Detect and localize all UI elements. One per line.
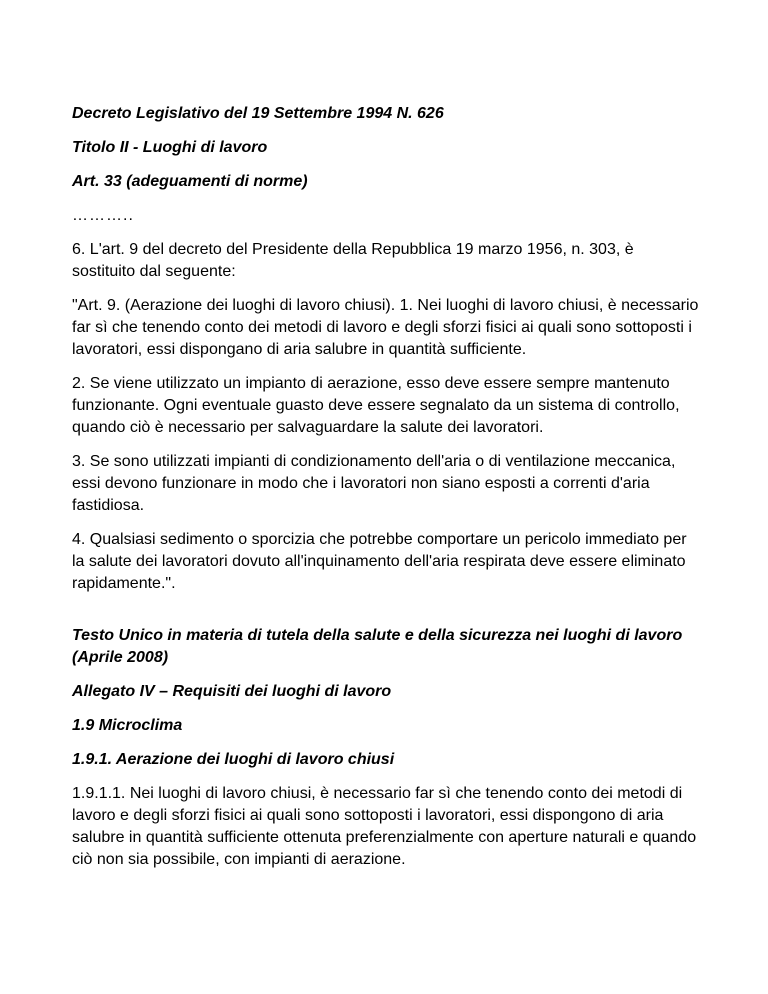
doc-heading-titolo-ii: Titolo II - Luoghi di lavoro	[72, 139, 268, 156]
doc-heading-art-33: Art. 33 (adeguamenti di norme)	[72, 173, 308, 190]
doc-heading-testo-unico: Testo Unico in materia di tutela della salute e della sicurezza nei luoghi di lavoro (Aprile 2008)	[72, 627, 683, 666]
doc-heading-allegato-iv: Allegato IV – Requisiti dei luoghi di lavoro	[72, 683, 392, 700]
paragraph-art-9-comma-1: "Art. 9. (Aerazione dei luoghi di lavoro chiusi). 1. Nei luoghi di lavoro chiusi, è necessario far sì che tenendo conto dei metodi di lavoro e degli sforzi fisici ai quali sono sottoposti i lavoratori, essi dispongano di aria salubre in quantità sufficiente.	[72, 297, 699, 358]
paragraph-art-9-comma-3: 3. Se sono utilizzati impianti di condizionamento dell'aria o di ventilazione meccanica, essi devono funzionare in modo che i lavoratori non siano esposti a correnti d'aria fastidiosa.	[72, 453, 676, 514]
doc-heading-1-9-microclima: 1.9 Microclima	[72, 717, 183, 734]
doc-title-decreto-legislativo: Decreto Legislativo del 19 Settembre 1994 N. 626	[72, 105, 444, 122]
omission-dots: ………..	[72, 207, 134, 224]
paragraph-art-9-comma-2: 2. Se viene utilizzato un impianto di aerazione, esso deve essere sempre mantenuto funzionante. Ogni eventuale guasto deve essere segnalato da un sistema di controllo, quando ciò è necessario per salvaguardare la salute dei lavoratori.	[72, 375, 680, 436]
paragraph-art-9-comma-4: 4. Qualsiasi sedimento o sporcizia che potrebbe comportare un pericolo immediato per la salute dei lavoratori dovuto all'inquinamento dell'aria respirata deve essere eliminato rapidamente.".	[72, 531, 687, 592]
paragraph-6-intro: 6. L'art. 9 del decreto del Presidente della Repubblica 19 marzo 1956, n. 303, è sostituito dal seguente:	[72, 241, 634, 280]
paragraph-1-9-1-1: 1.9.1.1. Nei luoghi di lavoro chiusi, è necessario far sì che tenendo conto dei metodi di lavoro e degli sforzi fisici ai quali sono sottoposti i lavoratori, essi dispongono di aria salubre in quantità sufficiente ottenuta preferenzialmente con aperture naturali e quando ciò non sia possibile, con impianti di aerazione.	[72, 785, 697, 868]
doc-heading-1-9-1-aerazione: 1.9.1. Aerazione dei luoghi di lavoro chiusi	[72, 751, 395, 768]
